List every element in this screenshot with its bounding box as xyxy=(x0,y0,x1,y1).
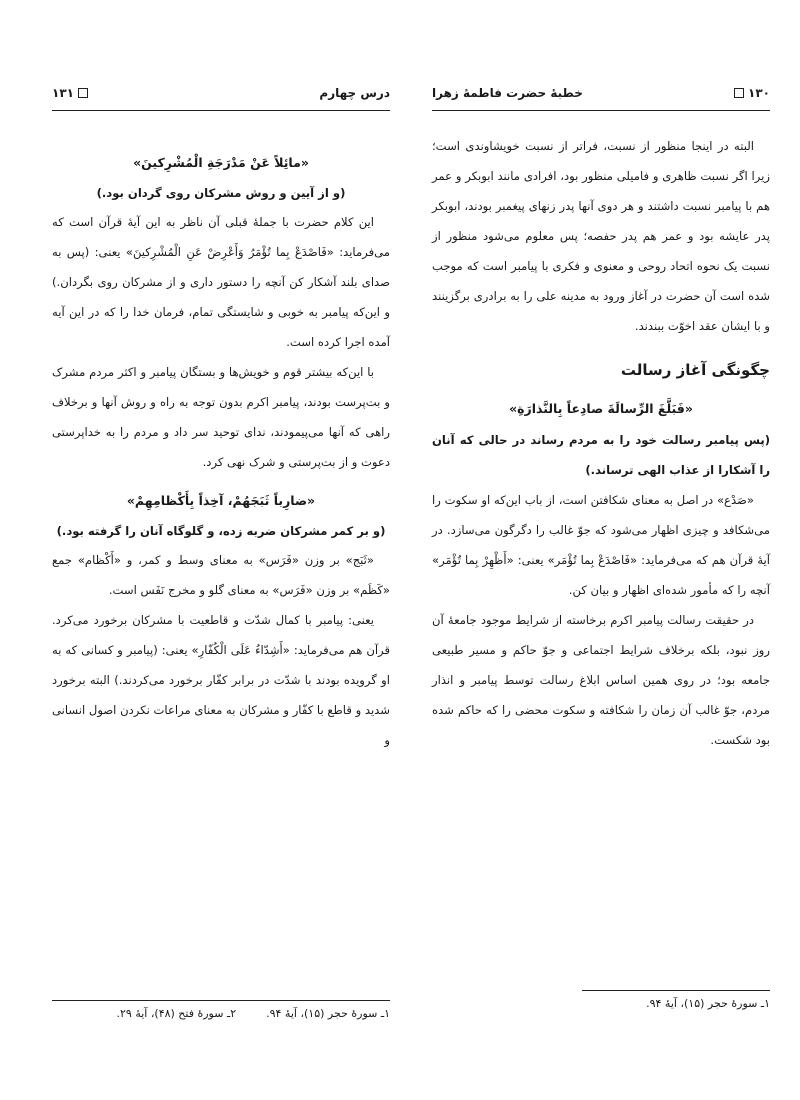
right-page xyxy=(432,82,770,1062)
square-icon xyxy=(78,88,88,98)
right-page-body xyxy=(432,131,770,755)
paragraph-1: این کلام حضرت با جملهٔ قبلی آن ناظر به این آیهٔ قرآن است که می‌فرماید: «فَاصْدَعْ بِما تُؤْمَرُ وَأَعْرِضْ عَنِ الْمُشْرِکینَ» یعنی: (پس به صدای بلند آشکار کن آنچه را دستور داری و از مشرکان روی بگردان.) و این‌که پیامبر به خوبی و شایستگی تمام، فرمان خدا را که در این آیه آمده اجرا کرده است. xyxy=(52,215,390,349)
footnotes xyxy=(52,1000,390,1020)
footnote-1: ۱ـ سورهٔ حجر (۱۵)، آیهٔ ۹۴. xyxy=(646,997,770,1010)
paragraph-4: یعنی: پیامبر با کمال شدّت و قاطعیت با مشرکان برخورد می‌کرد. قرآن هم می‌فرماید: «أَشِدّاءُ عَلَى الْكُفّارِ» یعنی: (پیامبر و کسانی که به او گرویده بودند با شدّت در برابر کفّار برخورد می‌کردند.) البته برخورد شدید و قاطع با کفّار و مشرکان به معنای مراعات نکردن اصول انسانی و xyxy=(52,613,390,747)
paragraph-2: با این‌که بیشتر قوم و خویش‌ها و بستگان پیامبر و اکثر مردم مشرک و بت‌پرست بودند، پیامبر اکرم بدون توجه به راه و روش آنها و برخلاف راهی که آنها می‌پیمودند، ندای توحید سر داد و مردم را به خداپرستی دعوت و از بت‌پرستی و شرک نهی کرد. xyxy=(52,365,390,469)
paragraph-2: «صَدْع» در اصل به معنای شکافتن است، از باب این‌که او سکوت را می‌شکافد و چیزی اظهار می‌شود که جوّ غالب را دگرگون می‌سازد. در آیهٔ قرآن هم که می‌فرماید: «فَاصْدَعْ بِما تُؤْمَر» یعنی: «أَظْهِرْ بِما تُؤْمَر» آنچه را که مأمور شده‌ای اظهار و بیان کن. xyxy=(432,493,770,597)
left-page xyxy=(52,82,390,1062)
footnotes xyxy=(582,990,770,1010)
page-number-131: ۱۳۱ xyxy=(52,86,88,100)
left-page-header xyxy=(52,82,390,111)
quote-2: «ضارِباً ثَبَجَهُمْ، آخِذاً بِأَكْظامِهِمْ» xyxy=(126,493,316,508)
footnote-1: ۱ـ سورهٔ حجر (۱۵)، آیهٔ ۹۴. xyxy=(266,1007,390,1020)
quote-2-translation: (و بر کمر مشرکان ضربه زده، و گلوگاه آنان را گرفته بود.) xyxy=(56,524,386,538)
running-title: خطبهٔ حضرت فاطمهٔ زهرا xyxy=(432,86,583,100)
quote: «فَبَلَّغَ الرِّسالَةَ صادِعاً بِالنَّذارَةِ» xyxy=(509,401,693,416)
quote-translation: (پس پیامبر رسالت خود را به مردم رساند در حالی که آنان را آشکارا از عذاب الهی ترساند.) xyxy=(432,433,770,477)
paragraph-3: در حقیقت رسالت پیامبر اکرم برخاسته از شرایط موجود جامعهٔ آن روز نبود، بلکه برخلاف شرایط اجتماعی و جوّ حاکم و مسیر طبیعی جامعه بود؛ در روی همین اساس ابلاغ رسالت توسط پیامبر و انذار مردم، جوّ غالب آن زمان را شکافته و سکوت محضی را که حاکم شده بود شکست. xyxy=(432,613,770,747)
page-number-130: ۱۳۰ xyxy=(734,86,770,100)
section-heading: چگونگی آغاز رسالت xyxy=(620,361,770,379)
quote-1: «مائِلاً عَنْ مَدْرَجَةِ الْمُشْرِکینَ» xyxy=(133,155,309,170)
intro-paragraph: البته در اینجا منظور از نسبت، فراتر از نسبت خویشاوندی است؛ زیرا اگر نسبت ظاهری و فامیلی منظور بود، افرادی مانند ابوبکر و عمر هم با پیامبر نسبت داشتند و هر دوی آنها پدر زنهای پیغمبر بودند، ابوبکر پدر عایشه بود و عمر هم پدر حفصه؛ پس معلوم می‌شود منظور از نسبت یک نحوه اتحاد روحی و معنوی و فکری با پیامبر است که موجب شده است آن حضرت در آغاز ورود به مدینه علی را به برادری برگزینند و با ایشان عقد اخوّت ببندند. xyxy=(432,139,770,333)
paragraph-3: «ثَبَج» بر وزن «فَرَس» به معنای وسط و کمر، و «أَكْظام» جمع «كَظَم» بر وزن «فَرَس» به معنای گلو و مخرج نَفَس است. xyxy=(52,553,390,597)
running-title: درس چهارم xyxy=(319,86,390,100)
footnote-2: ۲ـ سورهٔ فتح (۴۸)، آیهٔ ۲۹. xyxy=(116,1007,237,1020)
right-page-header xyxy=(432,82,770,111)
left-page-body xyxy=(52,147,390,755)
square-icon xyxy=(734,88,744,98)
quote-1-translation: (و از آیین و روش مشرکان روی گردان بود.) xyxy=(96,186,346,200)
